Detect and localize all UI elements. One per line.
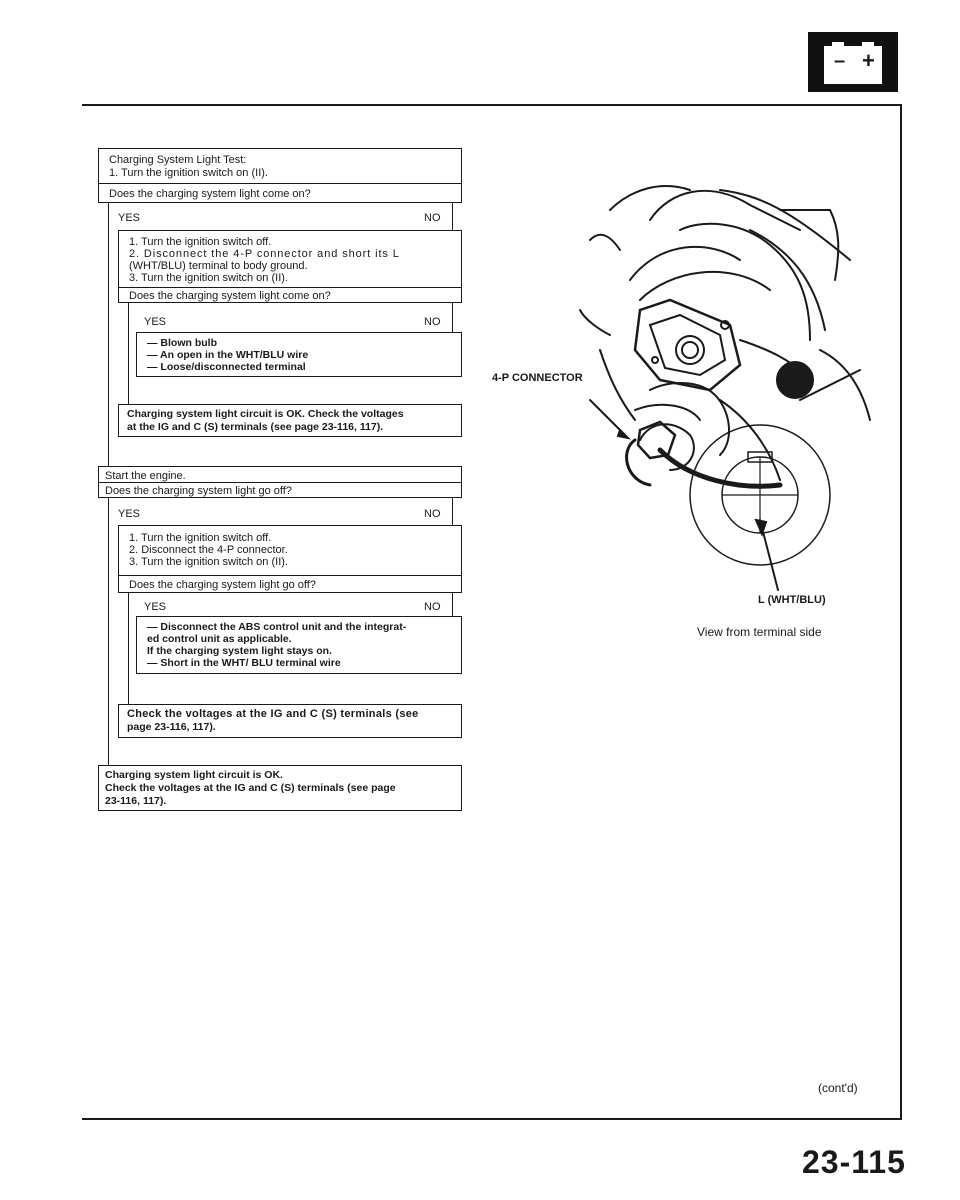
step2-no: NO [424,508,441,520]
step2b-yes: YES [144,601,167,613]
final-box [98,765,462,811]
step2-title: Start the engine. [105,470,186,482]
cause-item: — Blown bulb [147,337,217,349]
final-line: Charging system light circuit is OK. [105,769,283,781]
step2-no-item: 1. Turn the ignition switch off. [129,532,272,544]
step1-item: 1. Turn the ignition switch on (II). [109,167,268,179]
step1-no-item: 3. Turn the ignition switch on (II). [129,272,288,284]
cause-item: ed control unit as applicable. [147,633,292,645]
causes2-box [136,616,462,674]
final-line: Check the voltages at the IG and C (S) terminals (see page [105,782,396,794]
step1-question: Does the charging system light come on? [109,188,311,200]
ok1-line: Charging system light circuit is OK. Check the voltages [127,408,404,420]
step1b-yes: YES [144,316,167,328]
terminal-label: L (WHT/BLU) [758,594,826,606]
ok1-box [118,404,462,437]
step1-no-item: 1. Turn the ignition switch off. [129,236,272,248]
step2-no-box [118,525,462,593]
connector-illustration [540,150,900,620]
step1-yes: YES [118,212,141,224]
view-label: View from terminal side [697,625,822,639]
step1-title: Charging System Light Test: [109,154,247,166]
step1-no-item: 2. Disconnect the 4-P connector and short its L [129,248,400,260]
right-rule [900,104,902,1120]
step1-no-item: (WHT/BLU) terminal to body ground. [129,260,308,272]
connector-label: 4-P CONNECTOR [492,372,583,384]
step1-no-box [118,230,462,303]
cause-item: — Disconnect the ABS control unit and the integrat- [147,621,407,633]
battery-minus: – [834,50,846,72]
step2-no-item: 2. Disconnect the 4-P connector. [129,544,288,556]
check2-line: page 23-116, 117). [127,721,216,733]
step1-no: NO [424,212,441,224]
check2-line: Check the voltages at the IG and C (S) terminals (see [127,708,419,720]
step1-no-question: Does the charging system light come on? [129,290,331,302]
cause-item: If the charging system light stays on. [147,645,332,657]
contd-label: (cont'd) [818,1081,858,1095]
ok1-line: at the IG and C (S) terminals (see page 23-116, 117). [127,421,384,433]
step2-question: Does the charging system light go off? [105,485,292,497]
page-number: 23-115 [802,1144,906,1180]
causes1-box [136,332,462,377]
step1b-no: NO [424,316,441,328]
battery-icon [808,32,898,92]
battery-plus: + [862,48,875,73]
step2-box [98,466,462,498]
cause-item: — Loose/disconnected terminal [147,361,306,373]
cause-item: — An open in the WHT/BLU wire [147,349,309,361]
top-rule [82,104,902,106]
step2-no-item: 3. Turn the ignition switch on (II). [129,556,288,568]
step2-no-question: Does the charging system light go off? [129,579,316,591]
step2-yes: YES [118,508,141,520]
final-line: 23-116, 117). [105,795,167,807]
step1-box [98,148,462,203]
check2-box [118,704,462,738]
bottom-rule [82,1118,902,1120]
cause-item: — Short in the WHT/ BLU terminal wire [147,657,341,669]
step2b-no: NO [424,601,441,613]
